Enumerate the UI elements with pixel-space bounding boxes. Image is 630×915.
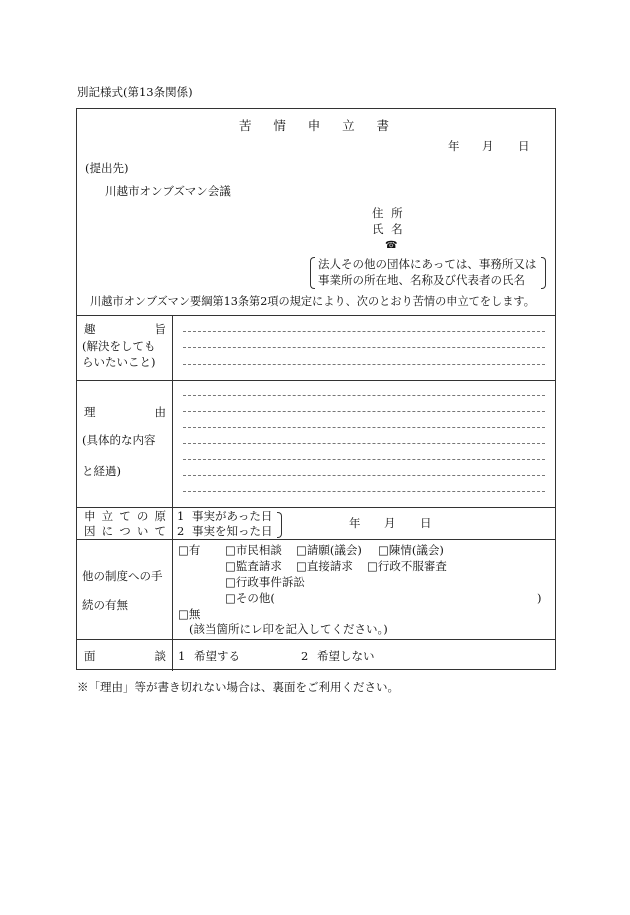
row-divider xyxy=(77,539,555,540)
row-divider xyxy=(77,315,555,316)
other-option-checkbox[interactable]: □行政不服審査 xyxy=(367,559,447,573)
statement: 川越市オンブズマン要綱第13条第2項の規定により、次のとおり苦情の申立てをします。 xyxy=(90,295,535,308)
origin-label-char: い xyxy=(136,524,149,538)
origin-label-char: に xyxy=(101,524,114,538)
reason-label-line2: (具体的な内容 xyxy=(82,433,156,447)
row-divider xyxy=(77,380,555,381)
origin-label-char: 原 xyxy=(154,509,166,523)
header-note: 別記様式(第13条関係) xyxy=(77,85,193,99)
reason-entry-line[interactable] xyxy=(183,459,545,460)
origin-label-char: 申 xyxy=(84,509,96,523)
origin-brace xyxy=(277,512,282,538)
gist-label-char: 旨 xyxy=(154,322,166,336)
title-char: 立 xyxy=(342,118,355,133)
interview-option-2[interactable]: 2 希望しない xyxy=(301,649,375,663)
column-divider xyxy=(172,315,173,671)
origin-option-2[interactable]: 2 事実を知った日 xyxy=(177,524,273,538)
interview-label-char: 談 xyxy=(154,649,166,663)
right-brace xyxy=(541,257,546,289)
origin-label-char: つ xyxy=(119,524,131,538)
gist-entry-line[interactable] xyxy=(183,347,545,348)
reason-entry-line[interactable] xyxy=(183,427,545,428)
origin-label-char: て xyxy=(119,509,131,523)
origin-label-char: 因 xyxy=(84,524,96,538)
other-yes-checkbox[interactable]: □有 xyxy=(178,543,201,557)
other-option-checkbox[interactable]: □直接請求 xyxy=(296,559,353,573)
interview-label-char: 面 xyxy=(84,649,96,663)
title-char: 苦 xyxy=(239,118,252,133)
other-option-checkbox[interactable]: □その他( xyxy=(225,591,275,605)
origin-label-line2 xyxy=(84,526,166,538)
other-option-checkbox[interactable]: □監査請求 xyxy=(225,559,282,573)
origin-label-line1 xyxy=(84,511,166,523)
reason-label-char: 由 xyxy=(154,405,166,419)
title-char: 書 xyxy=(376,118,389,133)
other-label-line2: 続の有無 xyxy=(82,598,128,612)
form-title xyxy=(239,120,389,133)
gist-entry-line[interactable] xyxy=(183,364,545,365)
reason-entry-line[interactable] xyxy=(183,443,545,444)
corp-note-line2: 事業所の所在地、名称及び代表者の氏名 xyxy=(318,273,525,287)
title-char: 申 xyxy=(307,118,321,133)
other-option-checkbox[interactable]: □請願(議会) xyxy=(296,543,362,557)
other-instruction: (該当箇所にレ印を記入してください。) xyxy=(189,622,388,636)
address-label: 住 所 xyxy=(372,206,403,220)
other-option-checkbox[interactable]: □陳情(議会) xyxy=(378,543,444,557)
gist-label xyxy=(84,324,166,336)
reason-label-char: 理 xyxy=(84,405,96,419)
origin-date-month: 月 xyxy=(384,516,396,530)
recipient-label: (提出先) xyxy=(85,161,129,175)
reason-label xyxy=(84,407,166,419)
other-no-checkbox[interactable]: □無 xyxy=(178,607,201,621)
origin-label-char: 立 xyxy=(101,509,114,523)
reason-entry-line[interactable] xyxy=(183,411,545,412)
origin-date-year: 年 xyxy=(349,516,361,530)
row-divider xyxy=(77,507,555,508)
complaint-form xyxy=(76,108,556,670)
date-year: 年 xyxy=(448,139,460,153)
date-day: 日 xyxy=(518,139,530,153)
interview-option-1[interactable]: 1 希望する xyxy=(178,649,240,663)
gist-label-line2: (解決をしても xyxy=(82,339,156,353)
reason-label-line3: と経過) xyxy=(82,464,121,478)
gist-entry-line[interactable] xyxy=(183,331,545,332)
origin-label-char: て xyxy=(154,524,166,538)
interview-label xyxy=(84,651,166,663)
name-label: 氏 名 xyxy=(372,222,403,236)
other-label-line1: 他の制度への手 xyxy=(82,569,163,583)
recipient-name: 川越市オンブズマン会議 xyxy=(105,184,231,198)
gist-label-line3: らいたいこと) xyxy=(82,355,156,369)
other-option-checkbox[interactable]: □行政事件訴訟 xyxy=(225,575,305,589)
title-char: 情 xyxy=(273,118,286,133)
origin-date-day: 日 xyxy=(420,516,432,530)
origin-option-1[interactable]: 1 事実があった日 xyxy=(177,509,273,523)
left-brace xyxy=(310,257,315,289)
reason-entry-line[interactable] xyxy=(183,395,545,396)
origin-label-char: の xyxy=(136,509,149,523)
date-month: 月 xyxy=(482,139,494,153)
row-divider xyxy=(77,639,555,640)
corp-note-line1: 法人その他の団体にあっては、事務所又は xyxy=(318,257,537,271)
gist-label-char: 趣 xyxy=(84,322,96,336)
other-option-close: ) xyxy=(537,591,542,605)
phone-icon: ☎ xyxy=(385,240,398,251)
reason-entry-line[interactable] xyxy=(183,491,545,492)
reason-entry-line[interactable] xyxy=(183,475,545,476)
other-option-checkbox[interactable]: □市民相談 xyxy=(225,543,282,557)
footnote: ※「理由」等が書き切れない場合は、裏面をご利用ください。 xyxy=(77,680,399,694)
